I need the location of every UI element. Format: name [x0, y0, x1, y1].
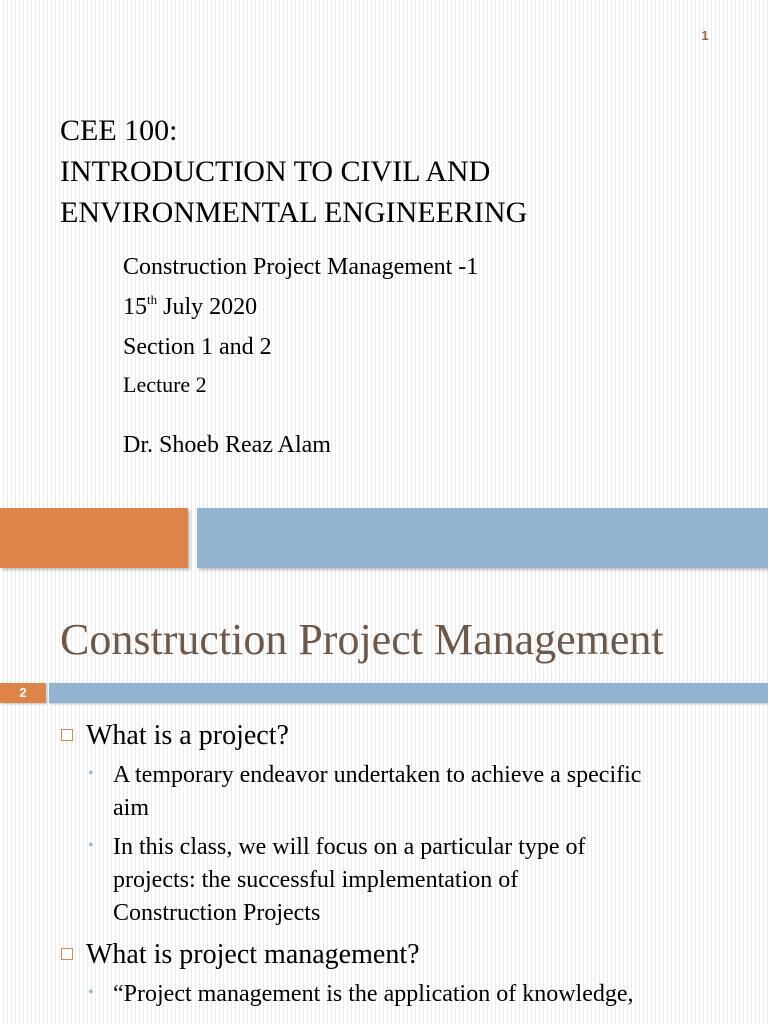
title-line-course-code: CEE 100:: [60, 114, 178, 147]
bullet-list: [60, 717, 750, 1011]
date-suffix: th: [147, 292, 158, 307]
sub-bullet-item: [60, 978, 750, 1011]
lecture-topic: Construction Project Management -1: [123, 254, 479, 280]
accent-bar-orange: [0, 508, 188, 568]
title-line-course-name-1: INTRODUCTION TO CIVIL AND: [60, 155, 491, 188]
sub-bullet-line: aim: [113, 795, 149, 821]
date-day: 15: [123, 294, 147, 320]
accent-bar-blue: [197, 508, 768, 568]
slide-title: [60, 110, 527, 233]
bullet-item: [60, 936, 750, 974]
square-bullet-icon: [61, 948, 73, 960]
sub-bullet-item: [60, 759, 750, 825]
lecture-section: Section 1 and 2: [123, 334, 272, 360]
sub-bullet-line: projects: the successful implementation of: [113, 867, 519, 893]
content-slide: [0, 580, 768, 1024]
slide-number: 2: [19, 685, 27, 700]
dot-bullet-icon: •: [88, 765, 94, 782]
date-month-year: July 2020: [157, 294, 258, 320]
title-line-course-name-2: ENVIRONMENTAL ENGINEERING: [60, 196, 528, 229]
lecture-author: Dr. Shoeb Reaz Alam: [123, 432, 331, 458]
bullet-text: What is project management?: [86, 939, 420, 970]
slide-title: Construction Project Management: [60, 615, 664, 664]
bullet-item: [60, 717, 750, 755]
sub-bullet-line: In this class, we will focus on a particular type of: [113, 834, 586, 860]
square-bullet-icon: [61, 729, 73, 741]
bullet-text: What is a project?: [86, 720, 289, 751]
dot-bullet-icon: •: [88, 837, 94, 854]
sub-bullet-line: Construction Projects: [113, 900, 321, 926]
slide-subtitle: [123, 251, 478, 461]
dot-bullet-icon: •: [88, 984, 94, 1001]
lecture-date: [123, 291, 478, 323]
sub-bullet-item: [60, 831, 750, 930]
slide-number: 1: [701, 28, 709, 43]
accent-bar-blue: [49, 683, 768, 703]
sub-bullet-line: A temporary endeavor undertaken to achieve a specific: [113, 762, 642, 788]
sub-bullet-line: “Project management is the application of knowledge,: [113, 981, 634, 1007]
lecture-number: Lecture 2: [123, 372, 207, 397]
